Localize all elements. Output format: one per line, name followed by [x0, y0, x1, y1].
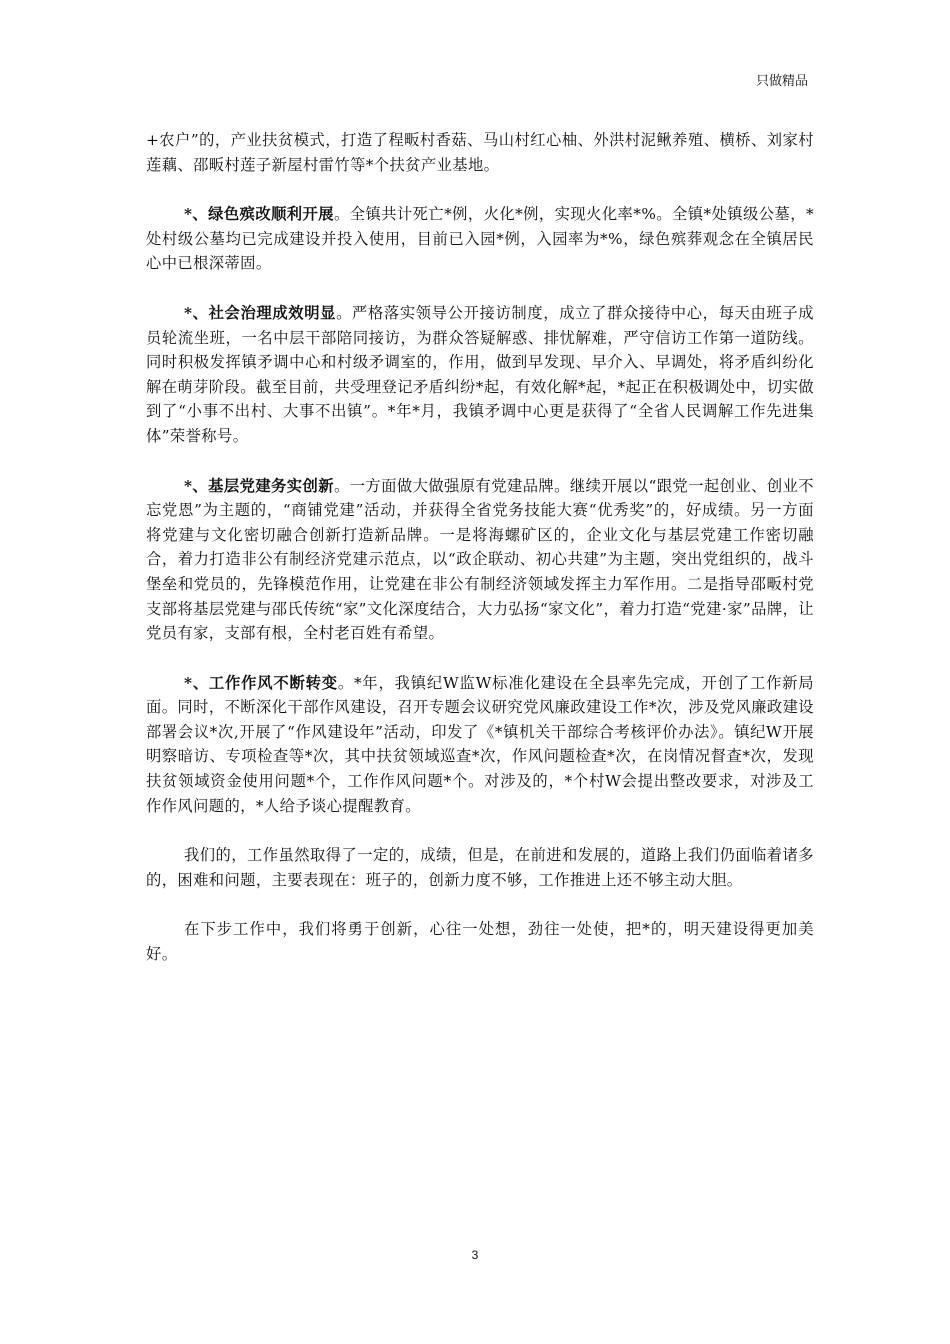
- paragraph-text: 。全镇共计死亡*例，火化*例，实现火化率*%。全镇*处镇级公墓，*处村级公墓均已完成建设并投入使用，目前已入园*例，入园率为*%，绿色殡葬观念在全镇居民心中已根深蒂固。: [146, 205, 814, 273]
- paragraph-heading: *、绿色殡改顺利开展: [184, 205, 334, 224]
- paragraph-social-governance: [146, 301, 814, 449]
- paragraph-text: +农户”的，产业扶贫模式，打造了程畈村香菇、马山村红心柚、外洪村泥鳅养殖、横桥、刘家村莲藕、邵畈村莲子新屋村雷竹等*个扶贫产业基地。: [146, 131, 814, 174]
- page-number: 3: [471, 1248, 479, 1262]
- paragraph-text: 。严格落实领导公开接访制度，成立了群众接待中心，每天由班子成员轮流坐班，一名中层干部陪同接访，为群众答疑解惑、排忧解难，严守信访工作第一道防线。同时积极发挥镇矛调中心和村级矛调室的，作用，做到早发现、早介入、早调处，将矛盾纠纷化解在萌芽阶段。截至目前，共受理登记矛盾纠纷*起，有效化解*起，*起正在积极调处中，切实做到了“小事不出村、大事不出镇”。*年*月，我镇矛调中心更是获得了“全省人民调解工作先进集体”荣誉称号。: [146, 303, 814, 445]
- paragraph-heading: *、工作作风不断转变: [184, 673, 338, 692]
- paragraph-heading: *、基层党建务实创新: [184, 476, 334, 495]
- paragraph-continuation: [146, 128, 814, 177]
- document-body: [146, 128, 814, 967]
- paragraph-text: 我们的，工作虽然取得了一定的，成绩，但是，在前进和发展的，道路上我们仍面临着诸多的，困难和问题，主要表现在：班子的，创新力度不够，工作推进上还不够主动大胆。: [146, 846, 814, 889]
- paragraph-text: 。*年，我镇纪W监W标准化建设在全县率先完成，开创了工作新局面。同时，不断深化干部作风建设，召开专题会议研究党风廉政建设工作*次，涉及党风廉政建设部署会议*次,开展了“作风建设年”活动，印发了《*镇机关干部综合考核评价办法》。镇纪W开展明察暗访、专项检查等*次，其中扶贫领域巡查*次，作风问题检查*次，在岗情况督查*次，发现扶贫领域资金使用问题*个，工作作风问题*个。对涉及的，*个村W会提出整改要求，对涉及工作作风问题的，*人给予谈心提醒教育。: [146, 673, 814, 815]
- paragraph-problems: [146, 843, 814, 892]
- paragraph-work-style: [146, 671, 814, 819]
- paragraph-heading: *、社会治理成效明显: [184, 303, 337, 322]
- page-header: 只做精品: [755, 74, 808, 89]
- paragraph-text: 在下步工作中，我们将勇于创新，心往一处想，劲往一处使，把*的，明天建设得更加美好。: [146, 920, 814, 964]
- paragraph-text: 。一方面做大做强原有党建品牌。继续开展以“跟党一起创业、创业不忘党恩”为主题的，“商铺党建”活动，并获得全省党务技能大赛“优秀奖”的，好成绩。另一方面将党建与文化密切融合创新打造新品牌。一是将海螺矿区的，企业文化与基层党建工作密切融合，着力打造非公有制经济党建示范点，以“政企联动、初心共建”为主题，突出党组织的，战斗堡垒和党员的，先锋模范作用，让党建在非公有制经济领域发挥主力军作用。二是指导邵畈村党支部将基层党建与邵氏传统“家”文化深度结合，大力弘扬“家文化”，着力打造“党建·家”品牌，让党员有家，支部有根，全村老百姓有希望。: [146, 476, 814, 643]
- paragraph-party-building: [146, 474, 814, 646]
- paragraph-outlook: [146, 917, 814, 966]
- paragraph-funeral-reform: [146, 202, 814, 276]
